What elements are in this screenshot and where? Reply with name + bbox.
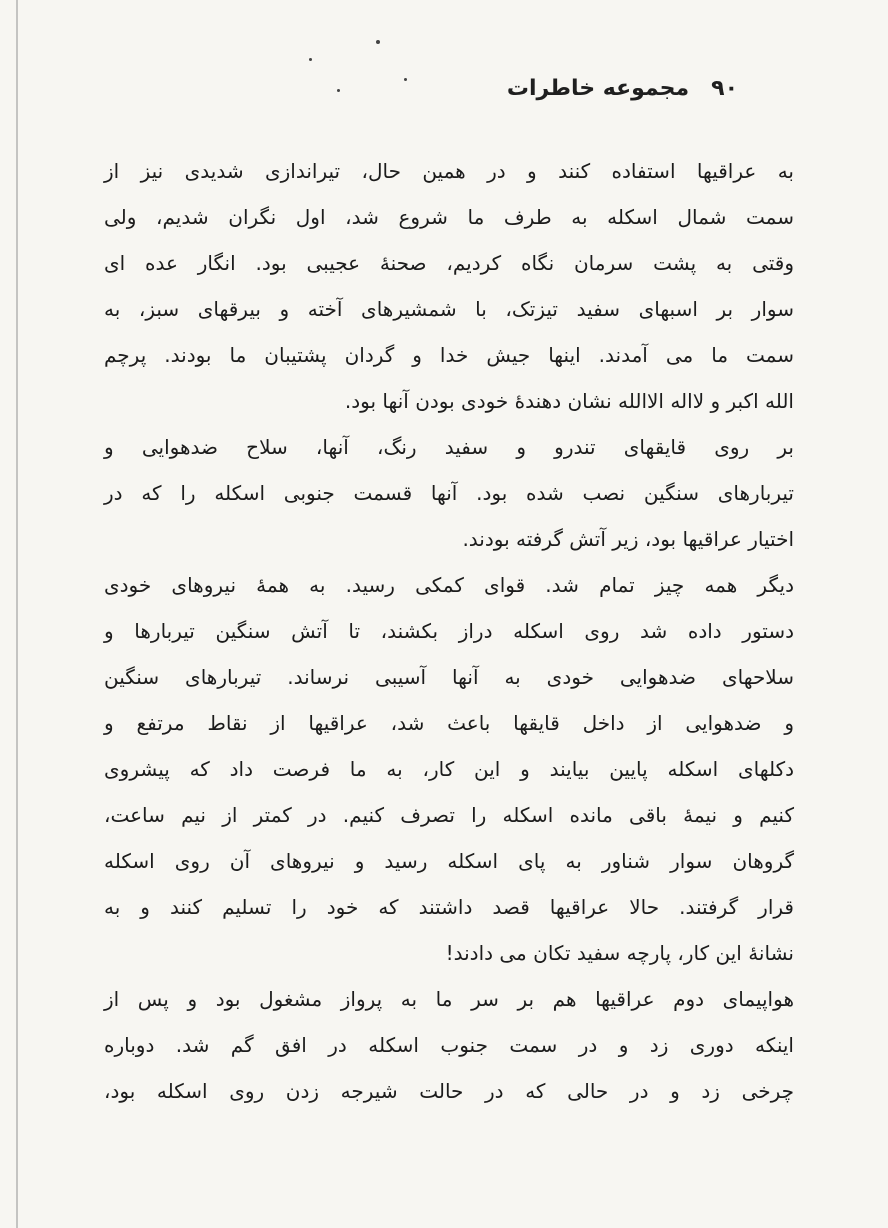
text-line: نشانهٔ این کار، پارچه سفید تکان می دادند! [445, 941, 794, 965]
paragraph-4 [104, 976, 794, 1114]
page-number: ۹۰ [711, 76, 738, 101]
print-speck [376, 40, 380, 44]
paragraph-3 [104, 562, 794, 976]
text-line: اینکه دوری زد و در سمت جنوب اسکله در افق گم شد. دوباره [104, 1033, 794, 1057]
print-speck [309, 58, 312, 61]
text-line: و ضدهوایی از داخل قایقها باعث شد، عراقیها از نقاط مرتفع و [104, 711, 794, 735]
text-line: دستور داده شد روی اسکله دراز بکشند، تا آتش سنگین تیربارها و [104, 619, 794, 643]
text-line: هواپیمای دوم عراقیها هم بر سر ما به پرواز مشغول بود و پس از [104, 987, 794, 1011]
text-line: سلاحهای ضدهوایی خودی به آنها آسیبی نرساند. تیربارهای سنگین [104, 665, 794, 689]
paragraph-2 [104, 424, 794, 562]
page-binding-edge [16, 0, 18, 1228]
text-line: به عراقیها استفاده کنند و در همین حال، تیراندازی شدیدی نیز از [104, 159, 794, 183]
print-speck [404, 78, 407, 81]
text-line: کنیم و نیمهٔ باقی مانده اسکله را تصرف کنیم. در کمتر از نیم ساعت، [104, 803, 794, 827]
running-title: مجموعه خاطرات [506, 76, 690, 101]
page-header [507, 76, 738, 101]
text-line: قرار گرفتند. حالا عراقیها قصد داشتند که خود را تسلیم کنند و به [104, 895, 794, 919]
text-line: بر روی قایقهای تندرو و سفید رنگ، آنها، سلاح ضدهوایی و [104, 435, 794, 459]
text-line: اختیار عراقیها بود، زیر آتش گرفته بودند. [462, 527, 794, 551]
text-line: الله اکبر و لااله الاالله نشان دهندهٔ خودی بودن آنها بود. [344, 389, 794, 413]
print-speck [337, 89, 340, 92]
text-line: سمت ما می آمدند. اینها جیش خدا و گردان پشتیبان ما بودند. پرچم [104, 343, 794, 367]
text-line: سمت شمال اسکله به طرف ما شروع شد، اول نگران شدیم، ولی [104, 205, 794, 229]
text-line: دکلهای اسکله پایین بیایند و این کار، به ما فرصت داد که پیشروی [104, 757, 794, 781]
text-line: تیربارهای سنگین نصب شده بود. آنها قسمت جنوبی اسکله را که در [104, 481, 794, 505]
paragraph-1 [104, 148, 794, 424]
text-line: سوار بر اسبهای سفید تیزتک، با شمشیرهای آخته و بیرقهای سبز، به [104, 297, 794, 321]
text-line: گروهان سوار شناور به پای اسکله رسید و نیروهای آن روی اسکله [104, 849, 794, 873]
text-line: وقتی به پشت سرمان نگاه کردیم، صحنهٔ عجیبی بود. انگار عده ای [104, 251, 794, 275]
text-line: چرخی زد و در حالی که در حالت شیرجه زدن روی اسکله بود، [104, 1079, 794, 1103]
page-body [104, 148, 794, 1114]
text-line: دیگر همه چیز تمام شد. قوای کمکی رسید. به همهٔ نیروهای خودی [104, 573, 794, 597]
